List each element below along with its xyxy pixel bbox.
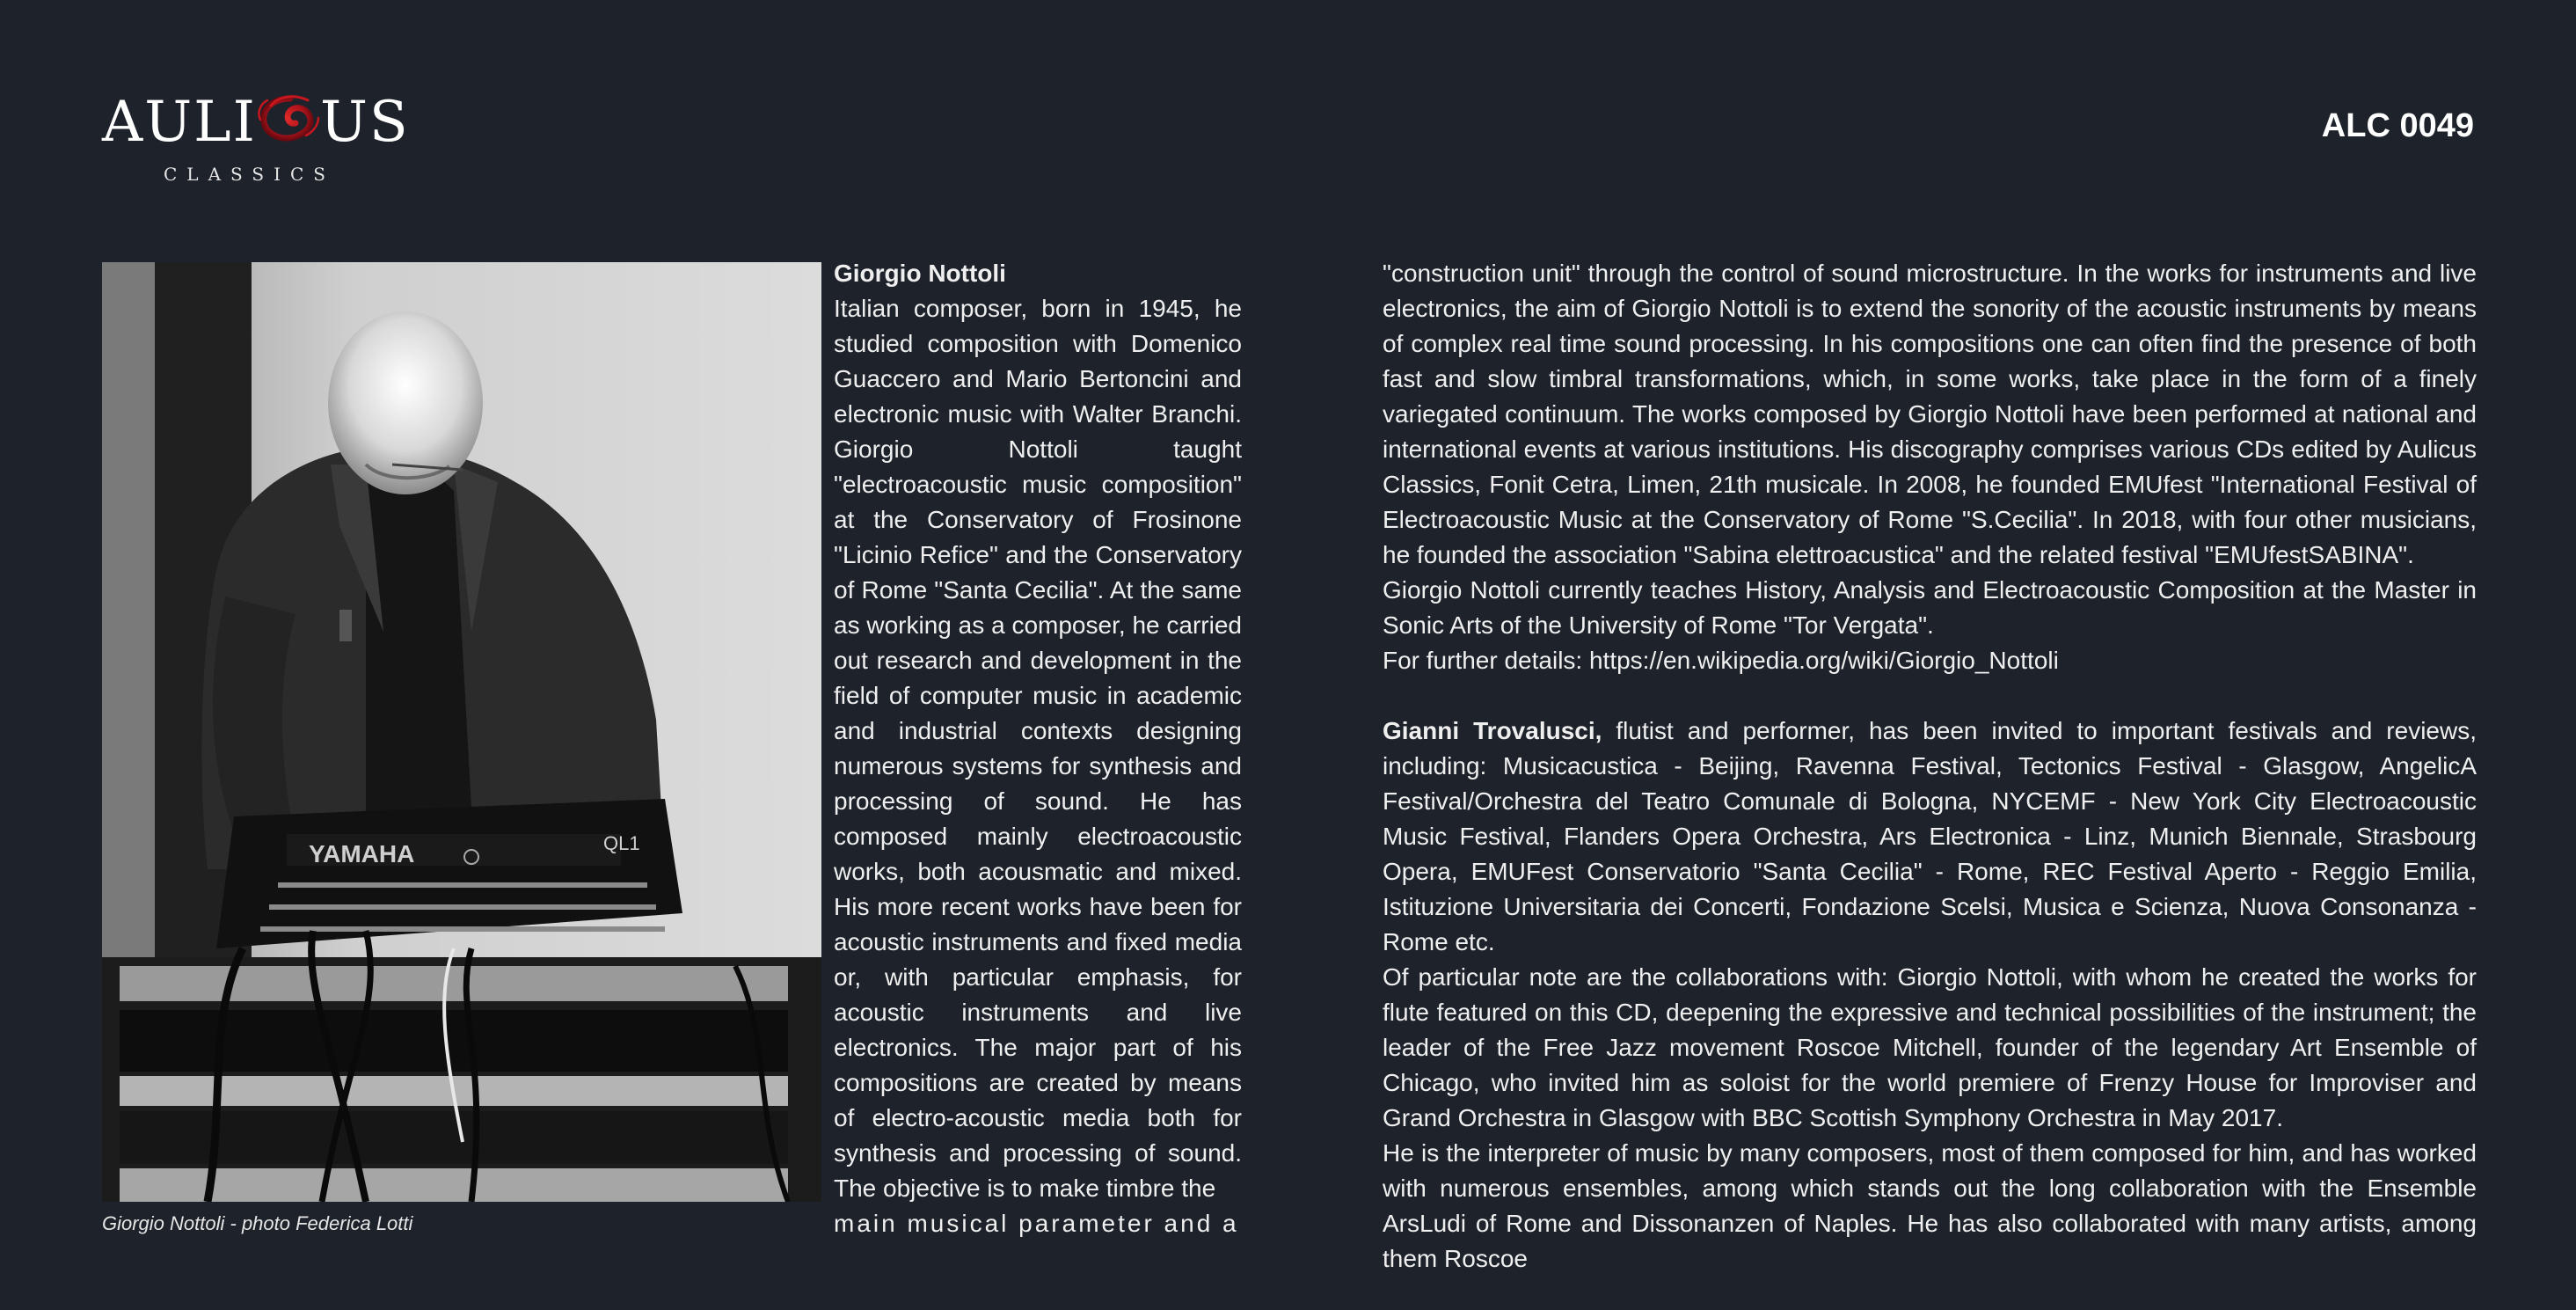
logo-wordmark xyxy=(102,90,410,155)
logo-swirl-icon xyxy=(255,93,322,146)
nottoli-bio-last-line: main musical parameter and a xyxy=(834,1210,1239,1237)
nottoli-bio-text: Italian composer, born in 1945, he studied composition with Domenico Guaccero and Mario Bertoncini and electronic music with Walter Branchi. Giorgio Nottoli taught "electroacoustic music composition" at the Conservatory of Frosinone "Licinio Refice" and the Conservatory of Rome "Santa Cecilia". At the same as working as a composer, he carried out research and development in the field of computer music in academic and industrial contexts designing numerous systems for synthesis and processing of sound. He has composed mainly electroacoustic works, both acousmatic and mixed. His more recent works have been for acoustic instruments and fixed media or, with particular emphasis, for acoustic instruments and live electronics. The major part of his compositions are created by means of electro-acoustic media both for synthesis and processing of sound. The objective is to make timbre the xyxy=(834,295,1242,1202)
biographies-column xyxy=(1383,256,2477,1277)
keyboard-model-label: QL1 xyxy=(603,832,640,854)
nottoli-bio-column xyxy=(834,256,1242,1241)
composer-photo xyxy=(102,262,821,1202)
trovalusci-intro-paragraph xyxy=(1383,714,2477,960)
logo-text-right: US xyxy=(319,90,410,155)
nottoli-bio-continued: "construction unit" through the control of sound microstructure. In the works for instruments and live electronics, the aim of Giorgio Nottoli is to extend the sonority of the acoustic instruments by means of complex real time sound processing. In his compositions one can often find the presence of both fast and slow timbral transformations, which, in some works, take place in the form of a finely variegated continuum. The works composed by Giorgio Nottoli have been performed at national and international events at various institutions. His discography comprises various CDs edited by Aulicus Classics, Fonit Cetra, Limen, 21th musicale. In 2008, he founded EMUfest "International Festival of Electroacoustic Music at the Conservatory of Rome "S.Cecilia". In 2018, with four other musicians, he founded the association "Sabina elettroacustica" and the related festival "EMUfestSABINA". xyxy=(1383,260,2477,568)
photo-illustration xyxy=(102,262,821,1202)
nottoli-heading: Giorgio Nottoli xyxy=(834,260,1006,287)
aulicus-classics-logo xyxy=(102,76,410,190)
catalog-number: ALC 0049 xyxy=(2321,107,2474,144)
nottoli-teaching: Giorgio Nottoli currently teaches History, Analysis and Electroacoustic Composition at the Master in Sonic Arts of the University of Rome "Tor Vergata". xyxy=(1383,576,2477,639)
trovalusci-interpreter: He is the interpreter of music by many composers, most of them composed for him, and has worked with numerous ensembles, among which stands out the long collaboration with the Ensemble ArsLudi of Rome and Dissonanzen of Naples. He has also collaborated with many artists, among them Roscoe xyxy=(1383,1139,2477,1272)
keyboard-brand-label: YAMAHA xyxy=(309,840,415,867)
trovalusci-intro-text: flutist and performer, has been invited to important festivals and reviews, including: Musicacustica - Beijing, Ravenna Festival, Tectonics Festival - Glasgow, AngelicA Festival/Orchestra del Teatro Comunale di Bologna, NYCEMF - New York City Electroacoustic Music Festival, Flanders Opera Orchestra, Ars Electronica - Linz, Munich Biennale, Strasbourg Opera, EMUFest Conservatorio "Santa Cecilia" - Rome, REC Festival Aperto - Reggio Emilia, Istituzione Universitaria dei Concerti, Fondazione Scelsi, Musica e Scienza, Nuova Consonanza - Rome etc. xyxy=(1383,717,2477,955)
logo-text-left: AULI xyxy=(102,90,257,155)
trovalusci-name: Gianni Trovalusci, xyxy=(1383,717,1602,744)
paragraph-spacer xyxy=(1383,678,2477,714)
nottoli-further-details: For further details: https://en.wikipedia.org/wiki/Giorgio_Nottoli xyxy=(1383,647,2059,674)
photo-caption: Giorgio Nottoli - photo Federica Lotti xyxy=(102,1212,413,1234)
trovalusci-collaborations: Of particular note are the collaborations with: Giorgio Nottoli, with whom he created the works for flute featured on this CD, deepening the expressive and technical possibilities of the instrument; the leader of the Free Jazz movement Roscoe Mitchell, founder of the legendary Art Ensemble of Chicago, who invited him as soloist for the world premiere of Frenzy House for Improviser and Grand Orchestra in Glasgow with BBC Scottish Symphony Orchestra in May 2017. xyxy=(1383,963,2477,1131)
logo-subtitle: CLASSICS xyxy=(164,164,335,185)
